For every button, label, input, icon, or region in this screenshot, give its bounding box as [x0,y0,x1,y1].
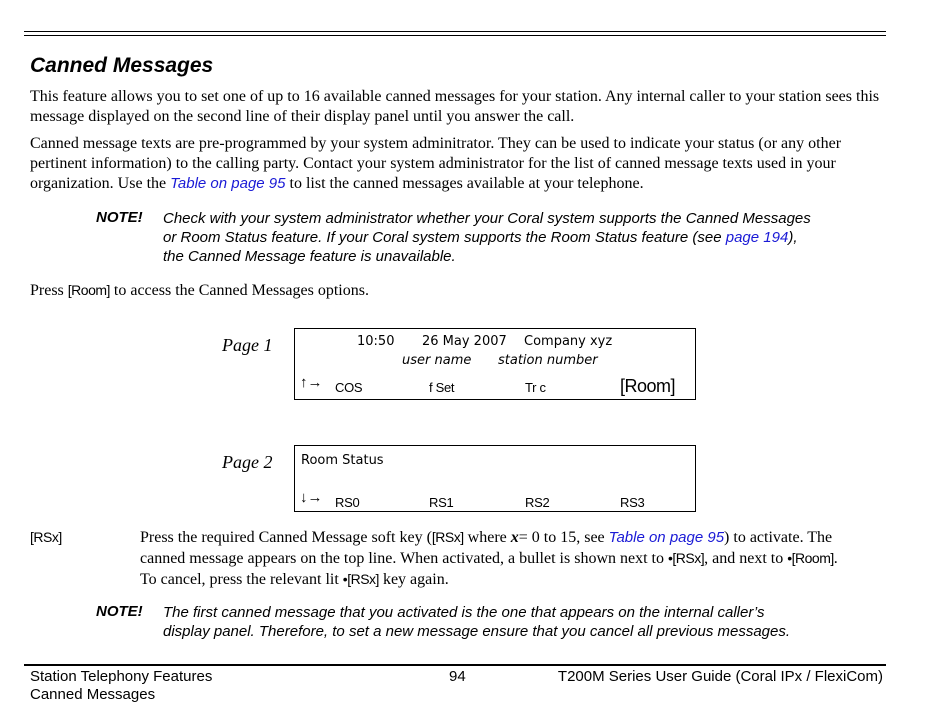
softkey-room[interactable]: [Room] [620,376,676,396]
rsx-line: canned message appears on the top line. When activated, a bullet is shown next to •[RSx], and next to •[Room]. [140,550,838,567]
arrow-up-right-icon: ↑→ [300,375,323,391]
note-line: Check with your system administrator whether your Coral system supports the Canned Messages [163,210,811,227]
press-room-instruction: Press [Room] to access the Canned Messages options. [30,282,369,299]
note-2-label: NOTE! [96,603,143,620]
table-link-2[interactable]: Table on page 95 [608,529,725,546]
page-2-label: Page 2 [222,452,273,472]
softkey-fset[interactable]: f Set [429,380,455,395]
display-station-number: station number [498,353,598,368]
footer-rule [24,664,886,666]
display-room-status-title: Room Status [301,453,384,468]
top-rule [24,31,886,32]
display-date: 26 May 2007 [422,334,507,349]
rsx-line: To cancel, press the relevant lit •[RSx] key again. [140,571,449,588]
page-194-link[interactable]: page 194 [725,229,789,246]
display-user-name: user name [402,353,472,368]
rsx-key-label: [RSx] [30,529,62,545]
note-line: the Canned Message feature is unavailable. [163,248,456,265]
display-panel-page-2 [294,445,696,512]
note-line: or Room Status feature. If your Coral system supports the Room Status feature (see page 194), [163,229,798,246]
softkey-rs0[interactable]: RS0 [335,495,360,510]
page-1-label: Page 1 [222,335,273,355]
paragraph-text-end: to list the canned messages available at your telephone. [285,175,644,192]
rsx-line: Press the required Canned Message soft key ([RSx] where x= 0 to 15, see Table on page 95) to activate. The [140,529,833,546]
room-key: [Room] [67,282,110,298]
top-rule-2 [24,35,886,36]
footer-page-number: 94 [449,668,466,685]
display-panel-page-1 [294,328,696,400]
note-2-text [163,603,863,641]
softkey-cos[interactable]: COS [335,380,363,395]
footer-guide-title: T200M Series User Guide (Coral IPx / FlexiCom) [557,668,883,685]
footer-subsection: Canned Messages [30,686,156,703]
note-text [163,209,863,266]
softkey-rs3[interactable]: RS3 [620,495,645,510]
note-line: display panel. Therefore, to set a new message ensure that you cancel all previous messages. [163,623,791,640]
paragraph-intro: This feature allows you to set one of up to 16 available canned messages for your station. Any internal caller to your station sees this message displayed on the second line of their display panel until you answer the call. [30,88,880,125]
note-line: The first canned message that you activated is the one that appears on the internal caller’s [163,604,765,621]
paragraph-canned-texts [30,134,890,194]
note-label: NOTE! [96,209,143,226]
footer-section: Station Telephony Features [30,668,213,685]
table-link[interactable]: Table on page 95 [170,175,286,192]
paragraph-text: Canned message texts are pre-programmed by your system adminitrator. They can be used to indicate your status (or any other pertinent information) to the calling party. Contact your system administrator for the list of canned message texts used in your organization. Use the [30,135,842,192]
softkey-rs1[interactable]: RS1 [429,495,454,510]
arrow-down-right-icon: ↓→ [300,490,323,506]
softkey-trc[interactable]: Tr c [525,380,546,395]
softkey-rs2[interactable]: RS2 [525,495,550,510]
rsx-description [140,527,880,590]
page-title: Canned Messages [30,54,214,77]
display-time: 10:50 [357,334,395,349]
display-company: Company xyz [524,334,613,349]
